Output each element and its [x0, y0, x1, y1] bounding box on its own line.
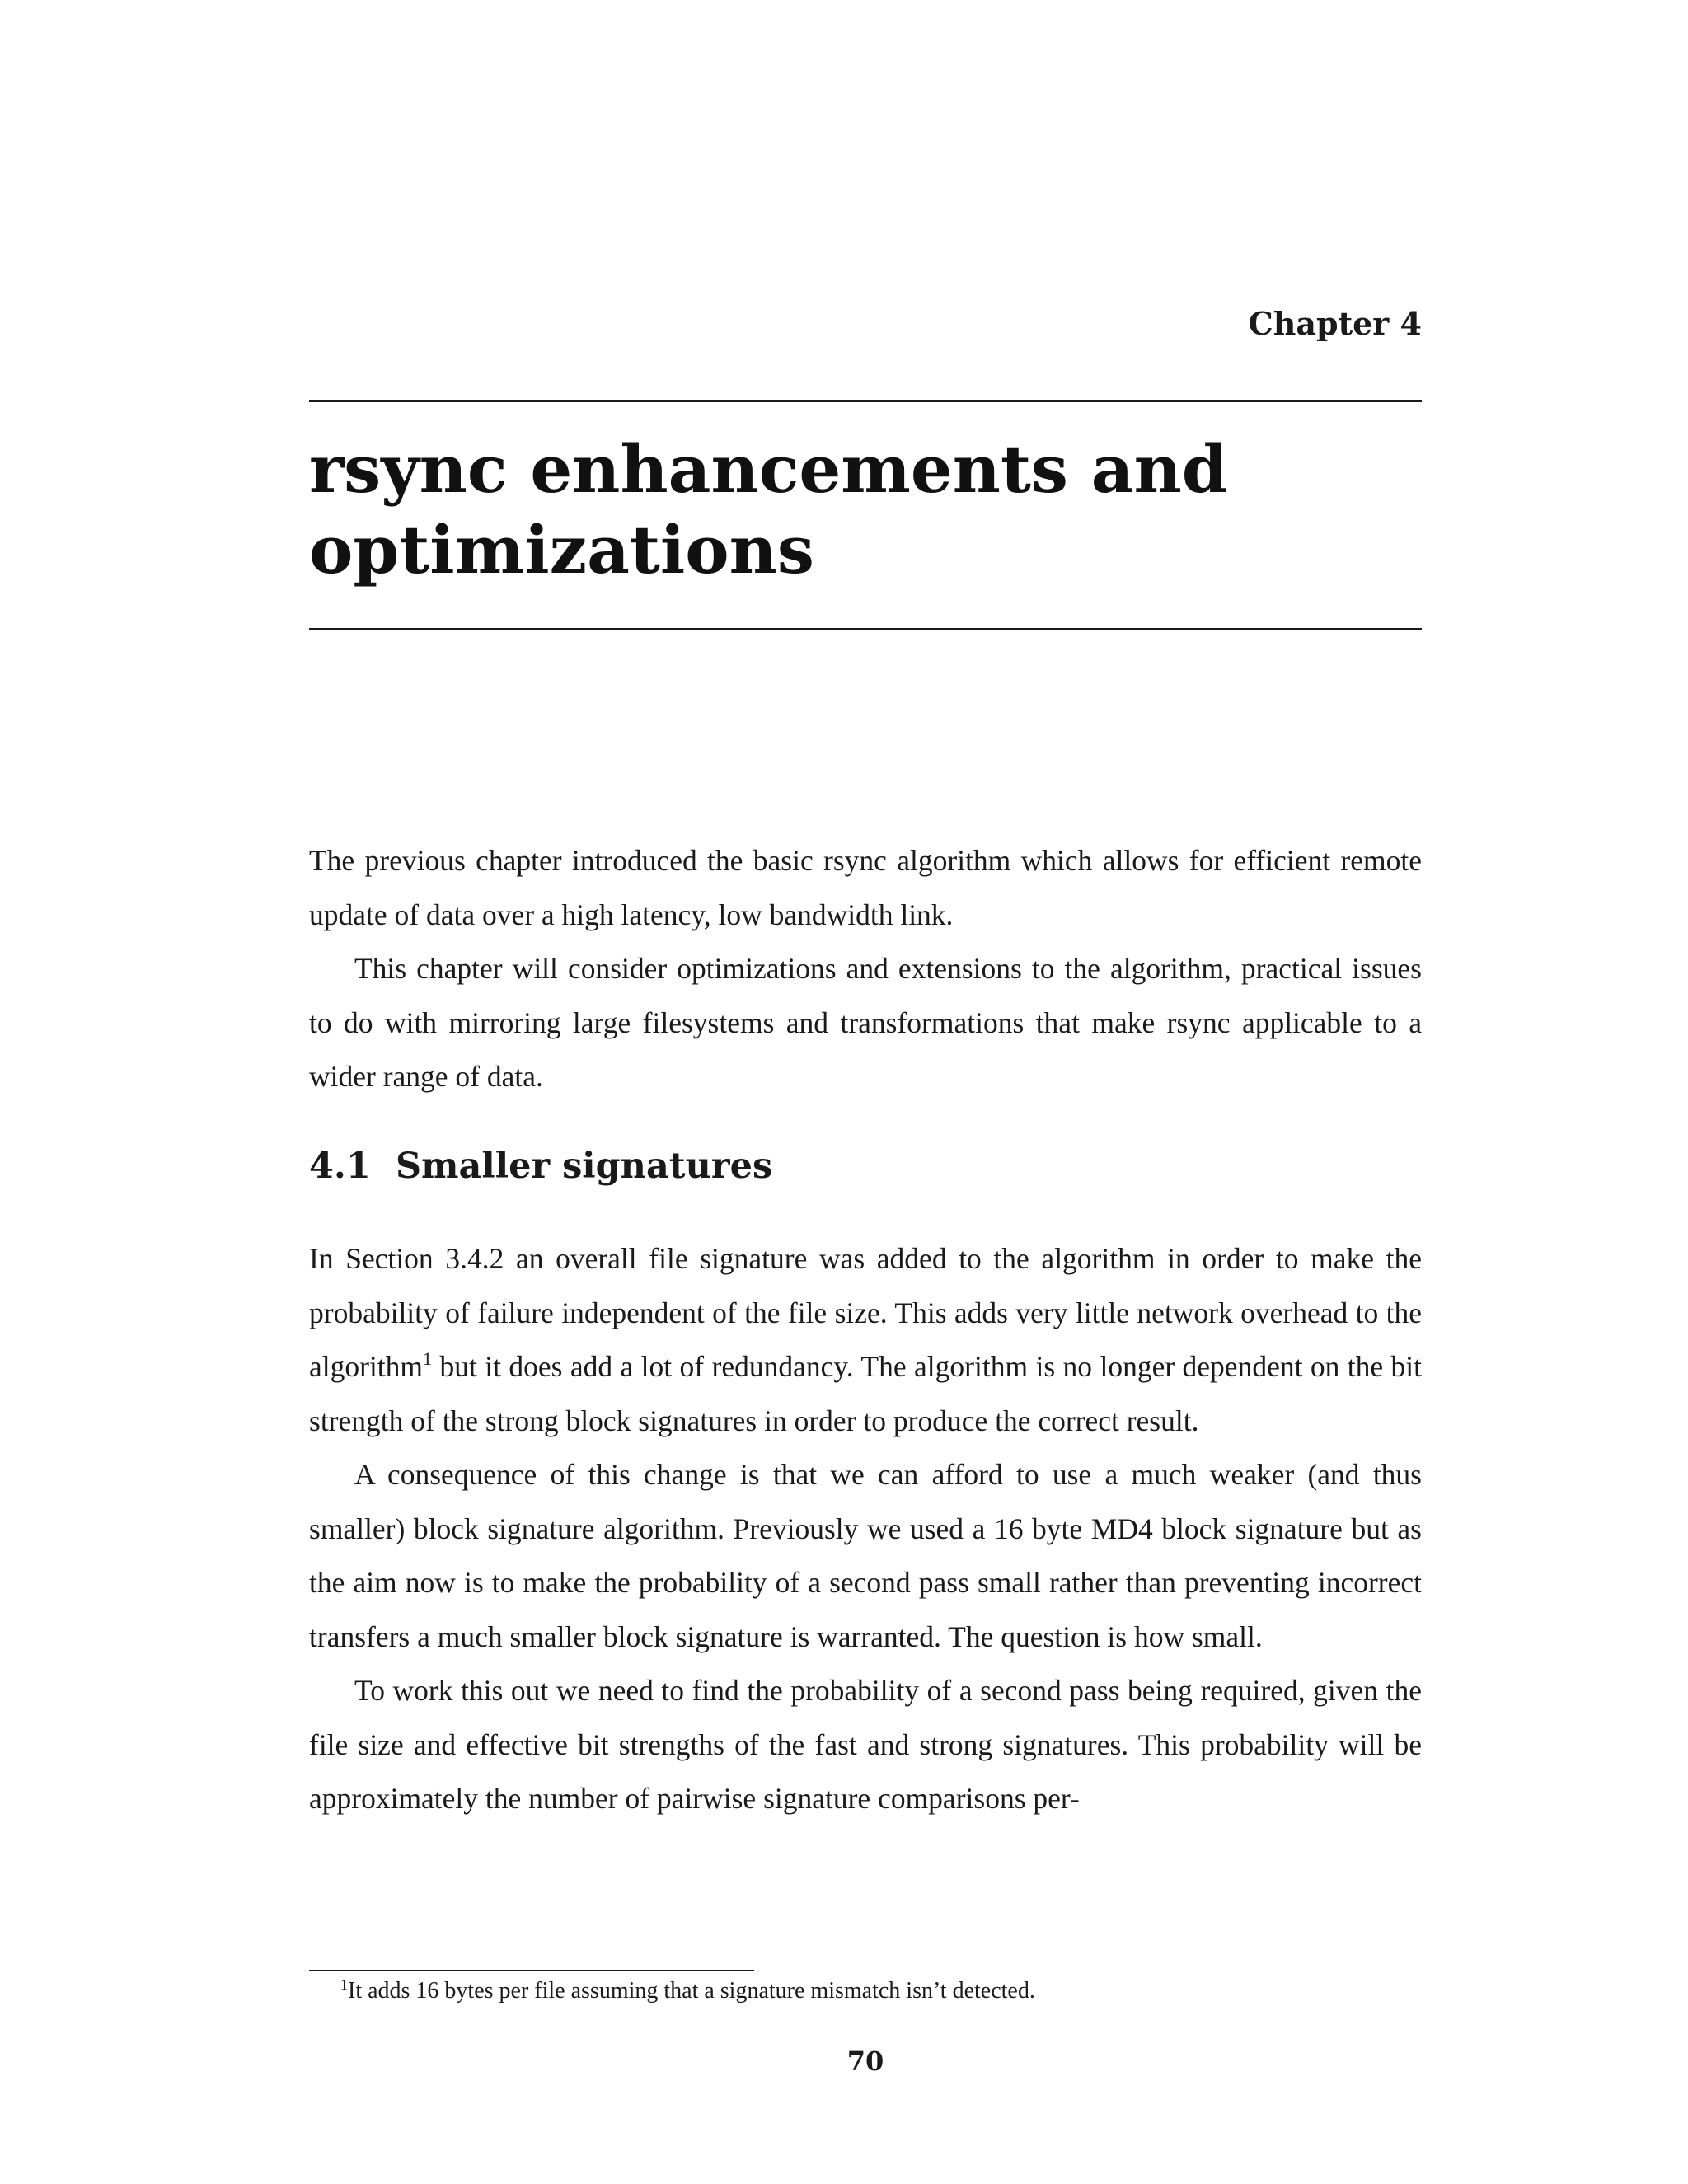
intro-paragraph-2: This chapter will consider optimizations and extensions to the algorithm, practical issues to do with mirroring large filesystems and transformations that make rsync applicable to a wider range of data.	[309, 952, 1422, 1093]
intro-paragraph-1: The previous chapter introduced the basic rsync algorithm which allows for efficient remote update of data over a high latency, low bandwidth link.	[309, 844, 1422, 931]
page	[309, 0, 1422, 2184]
section-paragraph-1-end: but it does add a lot of redundancy. The algorithm is no longer dependent on the bit strength of the strong block signatures in order to produce the correct result.	[309, 1350, 1422, 1437]
chapter-title: rsync enhancements and optimizations	[309, 430, 1228, 588]
section-title: Smaller signatures	[396, 1146, 773, 1187]
section-paragraph-3: To work this out we need to find the probability of a second pass being required, given the file size and effective bit strengths of the fast and strong signatures. This probability will be approximately the number of pairwise signature comparisons per-	[309, 1674, 1422, 1815]
footnote-text: It adds 16 bytes per file assuming that a signature mismatch isn’t detected.	[348, 1978, 1035, 2004]
section-paragraph-1	[309, 1232, 1422, 1448]
title-rule-top	[309, 400, 1422, 402]
footnote-reference: 1	[423, 1348, 433, 1369]
section-paragraph-1-start: In Section 3.4.2 an overall file signature was added to the algorithm in order to make the probability of failure independent of the file size. This adds very little network overhead to the algorithm	[309, 1242, 1422, 1383]
footnote-rule	[309, 1970, 754, 1971]
title-rule-bottom	[309, 628, 1422, 630]
page-number: 70	[846, 2046, 884, 2077]
footnote	[340, 1975, 1035, 2008]
intro-text	[309, 834, 1422, 1104]
chapter-label: Chapter 4	[1248, 305, 1422, 342]
section-heading	[309, 1146, 772, 1187]
section-paragraph-2: A consequence of this change is that we can afford to use a much weaker (and thus smaller) block signature algorithm. Previously we used a 16 byte MD4 block signature but as the aim now is to make the probability of a second pass small rather than preventing incorrect transfers a much smaller block signature is warranted. The question is how small.	[309, 1458, 1422, 1653]
section-text	[309, 1232, 1422, 1826]
footnote-mark: 1	[340, 1976, 348, 1993]
section-number: 4.1	[309, 1146, 371, 1187]
